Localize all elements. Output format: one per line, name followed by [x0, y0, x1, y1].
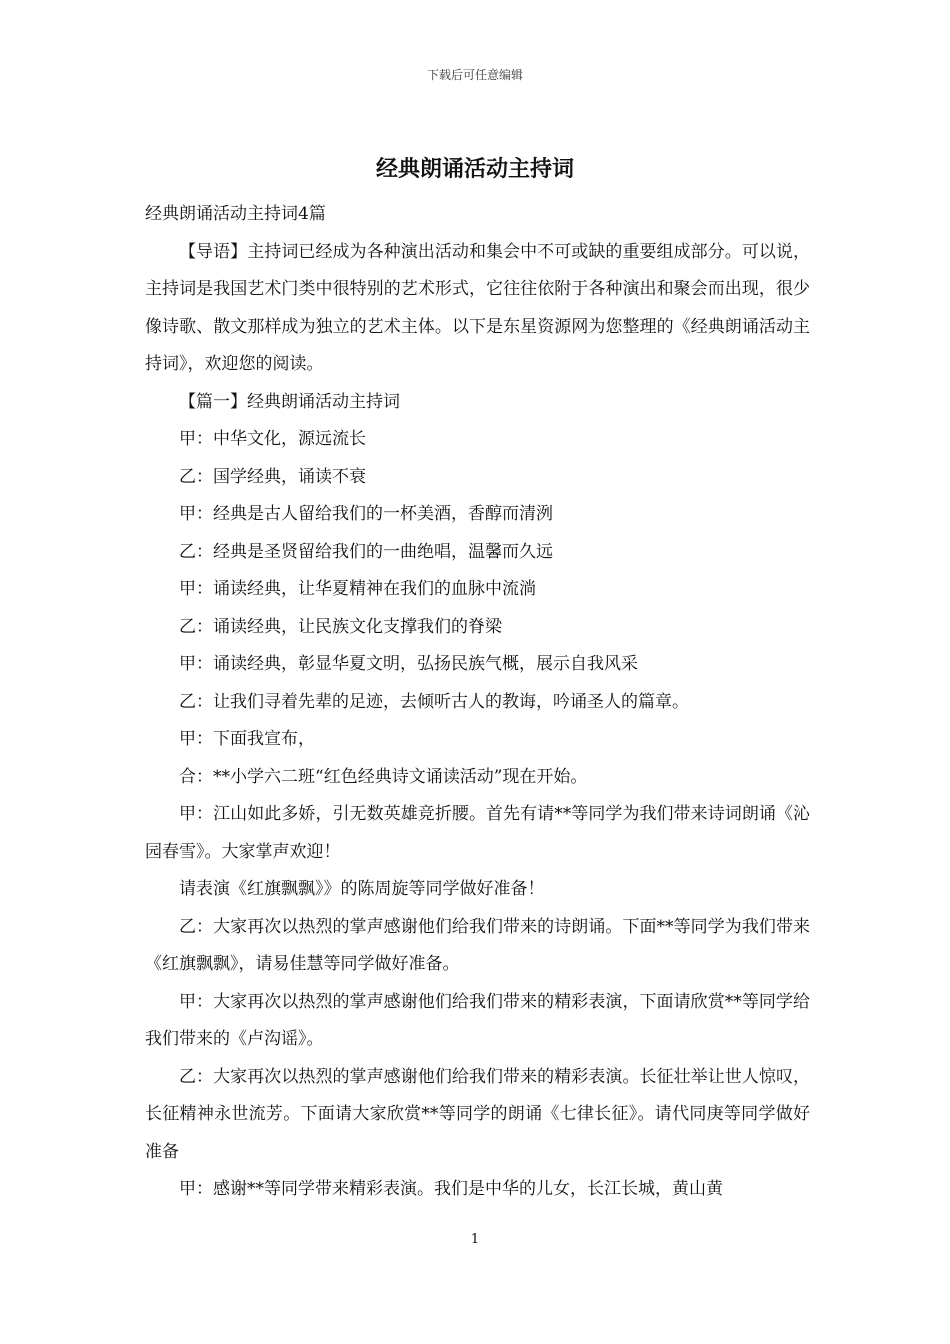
- paragraph: 甲：江山如此多娇，引无数英雄竞折腰。首先有请**等同学为我们带来诗词朗诵《沁园春雪》。大家掌声欢迎！: [145, 804, 810, 862]
- paragraph: 乙：让我们寻着先辈的足迹，去倾听古人的教诲，吟诵圣人的篇章。: [179, 691, 689, 712]
- paragraph: 甲：诵读经典，让华夏精神在我们的血脉中流淌: [179, 579, 536, 599]
- paragraph: 甲：中华文化，源远流长: [179, 429, 366, 449]
- paragraph: 乙：大家再次以热烈的掌声感谢他们给我们带来的诗朗诵。下面**等同学为我们带来《红旗飘飘》，请易佳慧等同学做好准备。: [145, 916, 810, 974]
- document-title: 经典朗诵活动主持词: [375, 156, 574, 182]
- paragraph: 乙：诵读经典，让民族文化支撑我们的脊梁: [179, 616, 502, 637]
- header-note: 下载后可任意编辑: [426, 68, 523, 82]
- paragraph: 请表演《红旗飘飘》》的陈周旋等同学做好准备！: [179, 879, 545, 899]
- paragraph: 甲：下面我宣布，: [179, 729, 315, 749]
- page-number: 1: [470, 1232, 480, 1247]
- paragraph: 乙：大家再次以热烈的掌声感谢他们给我们带来的精彩表演。长征壮举让世人惊叹，长征精神永世流芳。下面请大家欣赏**等同学的朗诵《七律长征》。请代同庚等同学做好准备: [145, 1066, 810, 1162]
- paragraph: 甲：诵读经典，彰显华夏文明，弘扬民族气概，展示自我风采: [179, 654, 638, 674]
- paragraph: 【导语】主持词已经成为各种演出活动和集会中不可或缺的重要组成部分。可以说，主持词是我国艺术门类中很特别的艺术形式，它往往依附于各种演出和聚会而出现，很少像诗歌、散文那样成为独立的艺术主体。以下是东星资源网为您整理的《经典朗诵活动主持词》，欢迎您的阅读。: [145, 241, 810, 374]
- paragraph: 乙：国学经典，诵读不衰: [179, 466, 366, 487]
- paragraph: 乙：经典是圣贤留给我们的一曲绝唱，温馨而久远: [179, 541, 553, 562]
- document-body: [145, 196, 810, 1209]
- paragraph: 甲：大家再次以热烈的掌声感谢他们给我们带来的精彩表演，下面请欣赏**等同学给我们带来的《卢沟谣》。: [145, 991, 810, 1049]
- paragraph: 甲：感谢**等同学带来精彩表演。我们是中华的儿女，长江长城，黄山黄: [179, 1179, 723, 1199]
- paragraph: 经典朗诵活动主持词4篇: [145, 204, 326, 224]
- paragraph: 合：**小学六二班“红色经典诗文诵读活动”现在开始。: [179, 766, 588, 787]
- paragraph: 【篇一】经典朗诵活动主持词: [179, 391, 400, 412]
- paragraph: 甲：经典是古人留给我们的一杯美酒，香醇而清洌: [179, 504, 553, 524]
